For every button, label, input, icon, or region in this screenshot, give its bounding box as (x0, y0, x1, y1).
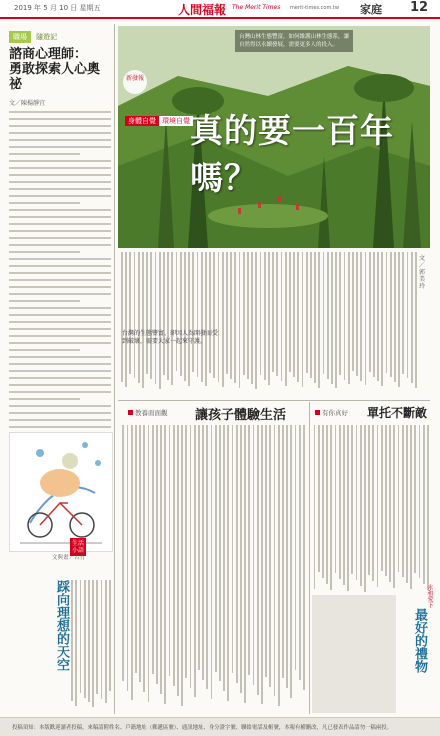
text-line (232, 425, 234, 673)
text-line (330, 425, 332, 590)
text-line (222, 252, 224, 387)
text-line (105, 580, 107, 703)
text-line (365, 252, 367, 385)
text-line (138, 252, 140, 383)
text-line (381, 252, 383, 386)
kicker-secondary: 環境自覺 (159, 116, 193, 126)
text-line (318, 252, 320, 388)
newspaper-logo: 人間福報 (178, 3, 227, 17)
text-line (360, 252, 362, 381)
text-line (314, 252, 316, 383)
text-line (385, 425, 387, 576)
text-line (339, 252, 341, 375)
text-line (299, 425, 301, 680)
text-line (411, 252, 413, 383)
text-line (393, 425, 395, 588)
text-line (274, 425, 276, 696)
article-tag: 職場 (9, 31, 31, 43)
main-article-byline: 文／郭美玲 (419, 255, 426, 290)
text-line (201, 252, 203, 382)
column-divider (309, 402, 310, 714)
text-line (188, 252, 190, 386)
text-line (160, 425, 162, 694)
right-section-kicker: 有你真好 (315, 408, 348, 417)
text-line (88, 580, 90, 702)
text-line (369, 252, 371, 372)
text-line (169, 425, 171, 676)
text-line (218, 252, 220, 382)
text-line (410, 425, 412, 589)
page-header (0, 0, 440, 19)
text-line (75, 580, 77, 706)
section-divider (118, 400, 430, 401)
lower-left-author: 文與畫／古竹 (52, 555, 86, 561)
text-line (423, 425, 425, 584)
text-line (386, 252, 388, 373)
text-line (282, 425, 284, 678)
text-line (150, 252, 152, 379)
text-line (171, 252, 173, 385)
text-line (286, 425, 288, 688)
main-article-body (118, 252, 418, 392)
text-line (289, 252, 291, 372)
left-article-title (9, 47, 111, 92)
website-url: merit-times.com.tw (290, 5, 339, 11)
left-section-title: 讓孩子體驗生活 (195, 408, 287, 423)
text-line (318, 425, 320, 572)
text-line (265, 425, 267, 677)
text-line (71, 580, 73, 701)
pull-quote: 台灣的生態豐富，卻因人為開發而受到破壞，需要大家一起來守護。 (122, 330, 219, 345)
text-line (407, 252, 409, 378)
text-line (260, 252, 262, 375)
text-line (251, 252, 253, 384)
text-line (223, 425, 225, 691)
new-star-badge: 新發報 (123, 70, 147, 94)
text-line (278, 425, 280, 706)
text-line (148, 425, 150, 702)
text-line (240, 425, 242, 693)
text-line (377, 252, 379, 381)
text-line (389, 425, 391, 582)
text-line (368, 425, 370, 575)
text-line (310, 252, 312, 378)
text-line (96, 580, 98, 694)
text-line (236, 425, 238, 683)
page-number: 12 (410, 0, 429, 15)
text-line (185, 425, 187, 678)
text-line (143, 425, 145, 692)
text-line (272, 252, 274, 372)
text-line (373, 252, 375, 377)
text-line (156, 425, 158, 684)
text-line (268, 252, 270, 385)
text-line (155, 252, 157, 384)
text-line (356, 425, 358, 580)
main-article-kicker (125, 116, 193, 126)
text-line (135, 425, 137, 673)
newspaper-logo-english: The Merit Times (232, 4, 281, 11)
text-line (213, 252, 215, 378)
text-line (347, 425, 349, 591)
text-line (184, 252, 186, 381)
text-line (372, 425, 374, 581)
text-line (164, 425, 166, 704)
left-article (9, 24, 111, 454)
text-line (109, 580, 111, 691)
text-line (398, 252, 400, 387)
text-line (414, 425, 416, 573)
text-line (211, 425, 213, 699)
text-line (176, 252, 178, 371)
text-line (261, 425, 263, 704)
column-divider (114, 24, 115, 714)
text-line (131, 425, 133, 700)
text-line (348, 252, 350, 384)
text-line (180, 252, 182, 376)
text-line (356, 252, 358, 376)
text-line (159, 252, 161, 389)
text-line (129, 252, 131, 374)
lower-left-tag: 生活小語 (71, 540, 84, 554)
text-line (192, 252, 194, 372)
text-line (181, 425, 183, 706)
left-article-author: 文／陳楊靜宜 (9, 100, 46, 107)
text-line (234, 252, 236, 383)
text-line (139, 425, 141, 682)
text-line (92, 580, 94, 707)
text-line (290, 425, 292, 698)
text-line (306, 252, 308, 373)
article-tag-series: 隨遊記 (36, 33, 58, 41)
text-line (190, 425, 192, 688)
gift-article-body (312, 595, 396, 713)
text-line (219, 425, 221, 681)
lower-left-title: 踩向理想的天空 (54, 580, 69, 671)
text-line (302, 252, 304, 387)
left-article-title-line1: 諮商心理師： (9, 47, 88, 62)
text-line (197, 252, 199, 377)
bicycle-illustration (9, 432, 113, 552)
text-line (227, 425, 229, 701)
main-article-title: 真的要一百年嗎？ (190, 111, 394, 197)
text-line (247, 252, 249, 379)
text-line (177, 425, 179, 696)
text-line (244, 425, 246, 703)
text-line (194, 425, 196, 697)
text-line (343, 425, 345, 585)
text-line (248, 425, 250, 675)
text-line (402, 425, 404, 577)
text-line (253, 425, 255, 685)
text-line (215, 425, 217, 672)
text-line (209, 252, 211, 373)
text-line (419, 425, 421, 578)
photo-caption: 台灣山林生態豐富，如何維護山林生態系，讓自然得以永續發展，需要更多人的投入。 (235, 30, 353, 52)
page-footer (0, 717, 440, 736)
text-line (230, 252, 232, 379)
text-line (264, 252, 266, 380)
text-line (146, 252, 148, 374)
text-line (101, 580, 103, 699)
text-line (335, 252, 337, 388)
text-line (80, 580, 82, 693)
text-line (364, 425, 366, 592)
left-section-kicker: 教養面面觀 (128, 408, 168, 417)
text-line (398, 425, 400, 572)
text-line (390, 252, 392, 377)
text-line (125, 252, 127, 387)
text-line (381, 425, 383, 571)
issue-date: 2019 年 5 月 10 日 星期五 (14, 4, 101, 12)
text-line (335, 425, 337, 573)
text-line (326, 425, 328, 584)
text-line (127, 425, 129, 691)
text-line (281, 252, 283, 381)
text-line (293, 252, 295, 377)
text-line (352, 252, 354, 371)
text-line (339, 425, 341, 579)
text-line (285, 252, 287, 386)
text-line (394, 252, 396, 382)
text-line (415, 252, 417, 388)
kicker-primary: 身體自覺 (125, 116, 159, 126)
text-line (322, 425, 324, 578)
text-line (142, 252, 144, 388)
text-line (198, 425, 200, 670)
text-line (121, 252, 123, 382)
text-line (257, 425, 259, 695)
text-line (163, 252, 165, 375)
text-line (226, 252, 228, 374)
text-line (360, 425, 362, 586)
text-line (377, 425, 379, 587)
text-line (206, 425, 208, 689)
gift-article-kicker: 永和愛下 (426, 584, 433, 608)
left-article-title-line2: 勇敢探索人心奧祕 (9, 62, 101, 92)
right-section-title: 單托不斷敵 (367, 406, 428, 420)
text-line (243, 252, 245, 375)
text-line (427, 425, 429, 590)
text-line (134, 252, 136, 378)
lower-left-body (70, 580, 112, 710)
section-name: 家庭 (360, 3, 382, 16)
text-line (239, 252, 241, 388)
text-line (344, 252, 346, 380)
text-line (327, 252, 329, 379)
left-article-body (9, 111, 111, 449)
text-line (303, 425, 305, 690)
text-line (331, 252, 333, 384)
submission-notice: 投稿須知：本版歡迎讀者投稿，來稿請附姓名、戶籍地址（郵遞區號）、通訊地址、身分證字號、聯絡電話及帳號，本報有權刪改，凡已發表作品請勿一稿兩投。 (12, 725, 393, 731)
gift-article-title: 最好的禮物 (412, 608, 427, 673)
text-line (351, 425, 353, 574)
right-section-body (312, 425, 430, 595)
text-line (269, 425, 271, 687)
text-line (122, 425, 124, 681)
text-line (323, 252, 325, 374)
text-line (255, 252, 257, 389)
text-line (205, 252, 207, 386)
left-section-body (120, 425, 306, 713)
text-line (406, 425, 408, 583)
text-line (314, 425, 316, 589)
text-line (297, 252, 299, 382)
text-line (295, 425, 297, 670)
text-line (276, 252, 278, 376)
text-line (84, 580, 86, 698)
text-line (167, 252, 169, 380)
text-line (152, 425, 154, 674)
text-line (202, 425, 204, 680)
text-line (402, 252, 404, 374)
text-line (173, 425, 175, 686)
